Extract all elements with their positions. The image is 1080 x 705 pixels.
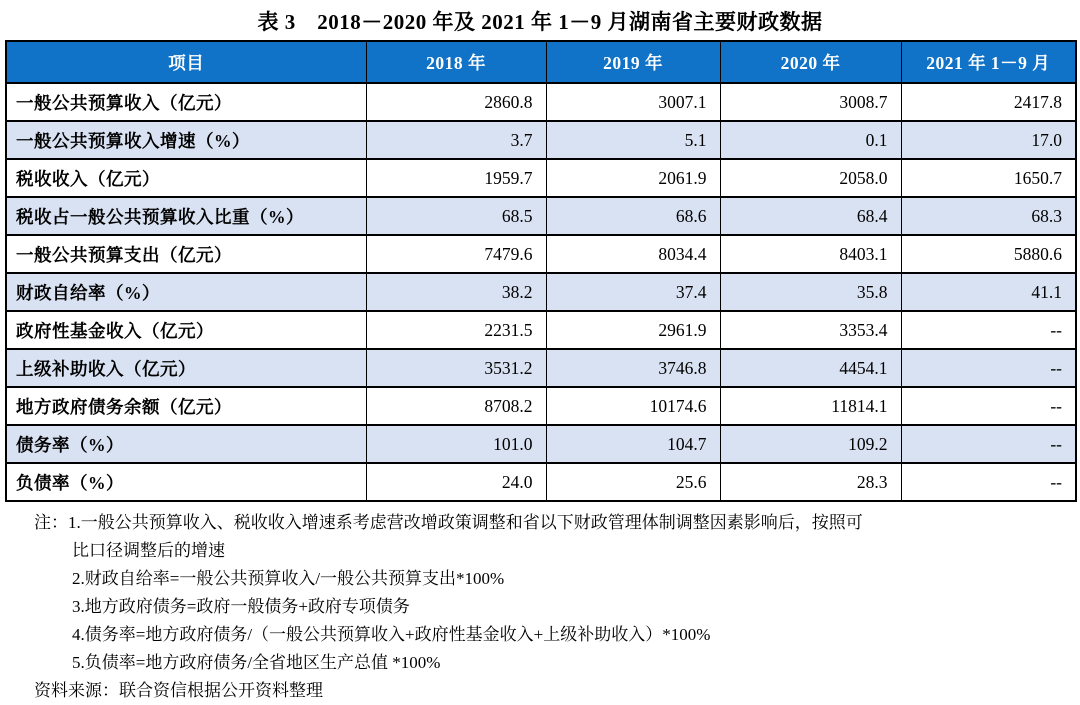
row-label: 政府性基金收入（亿元） [6,311,366,349]
cell-value: 3353.4 [720,311,901,349]
row-label: 负债率（%） [6,463,366,501]
cell-value: 8034.4 [546,235,720,273]
cell-value: -- [901,387,1076,425]
table-title: 表 3 2018－2020 年及 2021 年 1－9 月湖南省主要财政数据 [257,10,823,34]
table-row [6,235,1076,273]
note-line-3: 3.地方政府债务=政府一般债务+政府专项债务 [72,597,410,616]
cell-value: 3008.7 [720,83,901,121]
cell-value: 3531.2 [366,349,546,387]
row-label: 上级补助收入（亿元） [6,349,366,387]
row-label: 一般公共预算收入（亿元） [6,83,366,121]
column-header-2020: 2020 年 [720,41,901,83]
cell-value: 3746.8 [546,349,720,387]
column-header-2021: 2021 年 1－9 月 [901,41,1076,83]
cell-value: 1959.7 [366,159,546,197]
cell-value: 37.4 [546,273,720,311]
cell-value: 1650.7 [901,159,1076,197]
cell-value: -- [901,311,1076,349]
row-label: 地方政府债务余额（亿元） [6,387,366,425]
row-label: 债务率（%） [6,425,366,463]
cell-value: 2417.8 [901,83,1076,121]
cell-value: 2860.8 [366,83,546,121]
cell-value: 25.6 [546,463,720,501]
cell-value: -- [901,463,1076,501]
cell-value: 68.5 [366,197,546,235]
column-header-2018: 2018 年 [366,41,546,83]
cell-value: 41.1 [901,273,1076,311]
cell-value: 8708.2 [366,387,546,425]
cell-value: 68.3 [901,197,1076,235]
row-label: 一般公共预算支出（亿元） [6,235,366,273]
cell-value: 8403.1 [720,235,901,273]
footnotes [34,509,1080,677]
table-row [6,349,1076,387]
cell-value: 3007.1 [546,83,720,121]
cell-value: 68.6 [546,197,720,235]
row-label: 税收占一般公共预算收入比重（%） [6,197,366,235]
table-row [6,121,1076,159]
table-row [6,311,1076,349]
table-row [6,197,1076,235]
note-line-4: 4.债务率=地方政府债务/（一般公共预算收入+政府性基金收入+上级补助收入）*100% [72,625,711,644]
note-line-2: 2.财政自给率=一般公共预算收入/一般公共预算支出*100% [72,569,505,588]
cell-value: 5880.6 [901,235,1076,273]
cell-value: 2231.5 [366,311,546,349]
cell-value: 4454.1 [720,349,901,387]
cell-value: 5.1 [546,121,720,159]
table-row [6,425,1076,463]
cell-value: 17.0 [901,121,1076,159]
cell-value: -- [901,349,1076,387]
table-header-row [6,41,1076,83]
cell-value: 109.2 [720,425,901,463]
cell-value: 68.4 [720,197,901,235]
note-line-1: 注：1.一般公共预算收入、税收收入增速系考虑营改增政策调整和省以下财政管理体制调整因素影响后，按照可 [34,513,863,532]
cell-value: 11814.1 [720,387,901,425]
table-row [6,159,1076,197]
cell-value: 2961.9 [546,311,720,349]
cell-value: 35.8 [720,273,901,311]
column-header-item: 项目 [6,41,366,83]
data-source: 资料来源：联合资信根据公开资料整理 [34,681,323,700]
cell-value: 7479.6 [366,235,546,273]
fiscal-data-table [5,40,1077,502]
column-header-2019: 2019 年 [546,41,720,83]
cell-value: 2058.0 [720,159,901,197]
cell-value: 101.0 [366,425,546,463]
cell-value: 24.0 [366,463,546,501]
cell-value: 104.7 [546,425,720,463]
row-label: 财政自给率（%） [6,273,366,311]
row-label: 一般公共预算收入增速（%） [6,121,366,159]
table-row [6,387,1076,425]
note-line-1-wrap: 比口径调整后的增速 [72,541,225,560]
cell-value: 38.2 [366,273,546,311]
cell-value: 28.3 [720,463,901,501]
row-label: 税收收入（亿元） [6,159,366,197]
table-row [6,273,1076,311]
cell-value: 2061.9 [546,159,720,197]
table-row [6,83,1076,121]
cell-value: -- [901,425,1076,463]
table-row [6,463,1076,501]
cell-value: 10174.6 [546,387,720,425]
note-line-5: 5.负债率=地方政府债务/全省地区生产总值 *100% [72,653,441,672]
cell-value: 0.1 [720,121,901,159]
report-page [0,6,1080,700]
cell-value: 3.7 [366,121,546,159]
